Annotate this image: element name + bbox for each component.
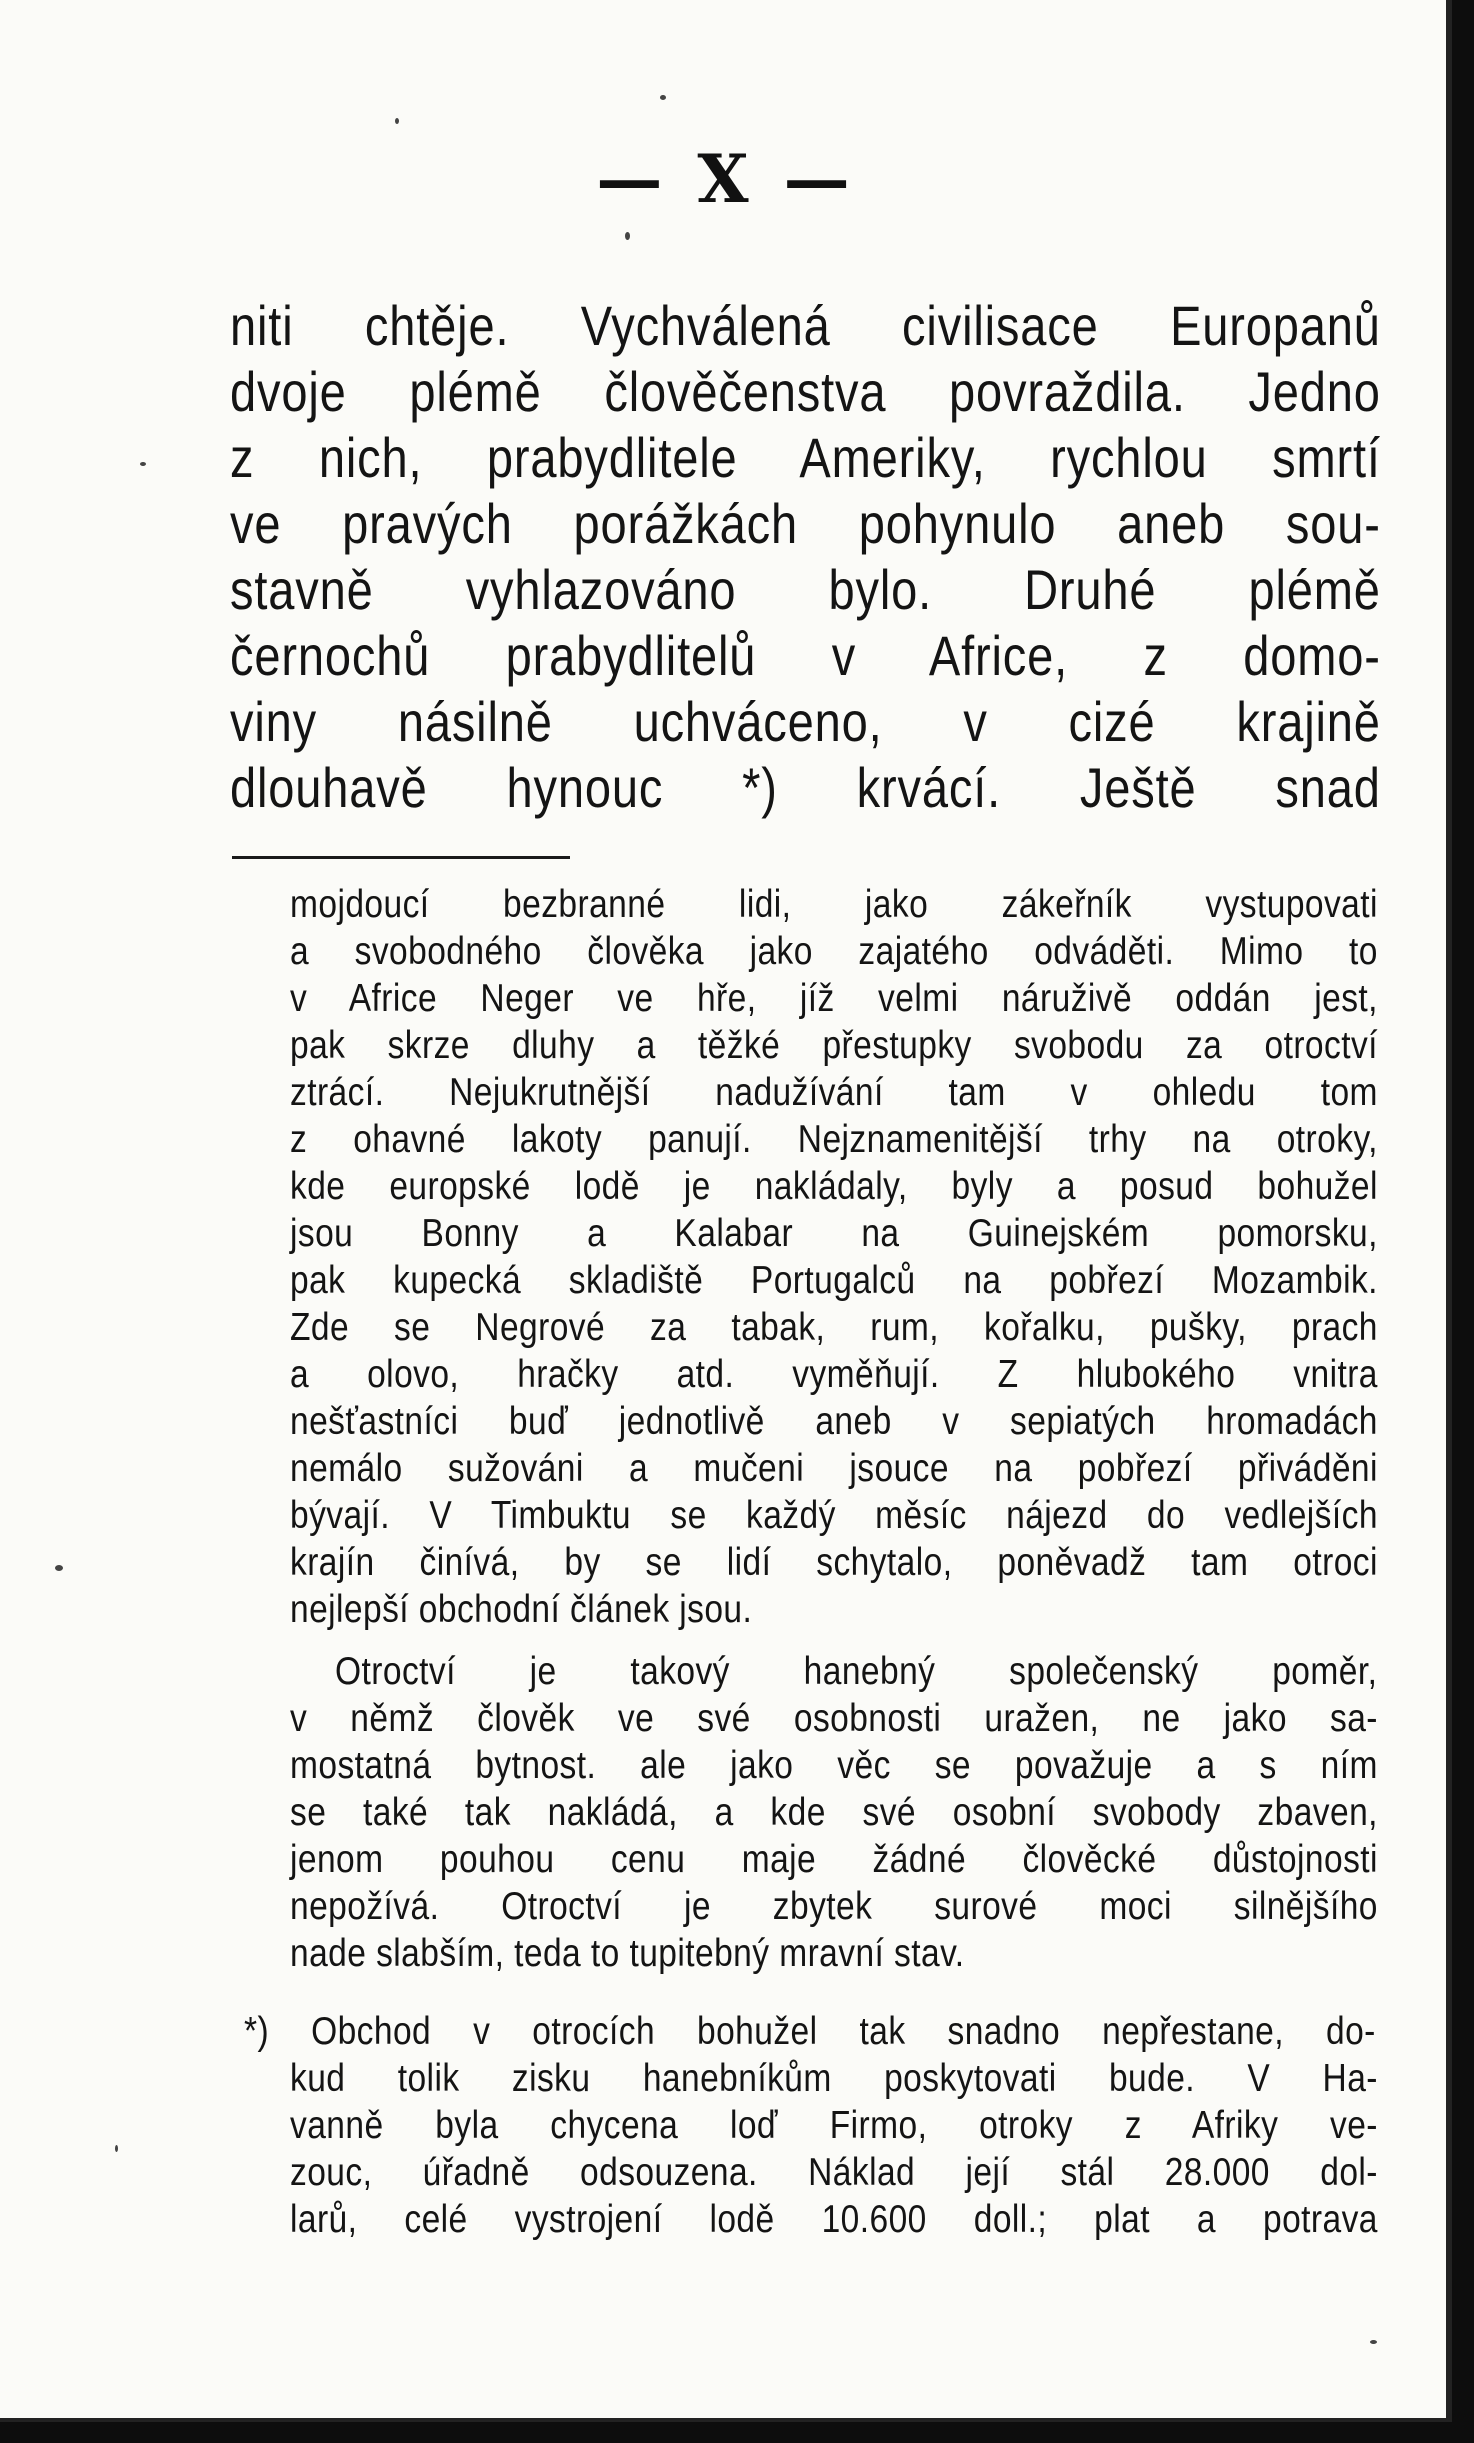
footnote-line: z ohavné lakoty panují. Nejznamenitější trhy na otroky, [290,1118,1378,1161]
footnote-line: bývají. V Timbuktu se každý měsíc nájezd do vedlejších [290,1494,1378,1537]
scan-speck [55,1565,63,1571]
footnote-line: a svobodného člověka jako zajatého odváděti. Mimo to [290,930,1378,973]
footnote-line: kud tolik zisku hanebníkům poskytovati bude. V Ha- [290,2057,1378,2100]
footnote-line: kde europské lodě je nakládaly, byly a posud bohužel [290,1165,1378,1208]
footnote-line: *) Obchod v otrocích bohužel tak snadno nepřestane, do- [244,2010,1376,2053]
footnote-line: krajín činívá, by se lidí schytalo, poněvadž tam otroci [290,1541,1378,1584]
main-text-line: niti chtěje. Vychválená civilisace Europanů [230,294,1381,357]
footnote-line: v němž člověk ve své osobnosti uražen, ne jako sa- [290,1697,1378,1740]
footnote-line: jenom pouhou cenu maje žádné člověcké důstojnosti [290,1838,1378,1881]
footnote-line: vanně byla chycena loď Firmo, otroky z Afriky ve- [290,2104,1378,2147]
footnote-line: nejlepší obchodní článek jsou. [290,1588,753,1631]
footnote-line: Otroctví je takový hanebný společenský poměr, [335,1650,1378,1693]
page-number: — X — [596,140,856,218]
main-text-line: z nich, prabydlitele Ameriky, rychlou smrtí [230,426,1381,489]
main-text-line: stavně vyhlazováno bylo. Druhé plémě [230,558,1381,621]
footnote-line: a olovo, hračky atd. vyměňují. Z hlubokého vnitra [290,1353,1378,1396]
scan-speck [140,462,146,466]
footnote-line: zouc, úřadně odsouzena. Náklad její stál 28.000 dol- [290,2151,1378,2194]
scan-speck [395,118,399,124]
main-text-line: dlouhavě hynouc *) krvácí. Ještě snad [230,756,1381,819]
footnote-line: nemálo sužováni a mučeni jsouce na pobřezí přiváděni [290,1447,1378,1490]
footnote-line: nepožívá. Otroctví je zbytek surové moci silnějšího [290,1885,1378,1928]
scan-speck [625,232,630,240]
footnote-line: Zde se Negrové za tabak, rum, kořalku, pušky, prach [290,1306,1378,1349]
main-text-line: černochů prabydlitelů v Africe, z domo- [230,624,1381,687]
footnote-line: pak kupecká skladiště Portugalců na pobřezí Mozambik. [290,1259,1378,1302]
footnote-rule [232,856,570,859]
footnote-line: pak skrze dluhy a těžké přestupky svobodu za otroctví [290,1024,1378,1067]
footnote-line: se také tak nakládá, a kde své osobní svobody zbaven, [290,1791,1378,1834]
footnote-line: mojdoucí bezbranné lidi, jako zákeřník vystupovati [290,883,1378,926]
footnote-line: mostatná bytnost. ale jako věc se považuje a s ním [290,1744,1378,1787]
footnote-line: ztrácí. Nejukrutnější nadužívání tam v ohledu tom [290,1071,1378,1114]
main-text-line: viny násilně uchváceno, v cizé krajině [230,690,1381,753]
scan-speck [660,95,666,100]
main-text-line: dvoje plémě člověčenstva povraždila. Jedno [230,360,1381,423]
scan-speck [1370,2340,1377,2344]
scan-speck [115,2145,118,2152]
main-text-line: ve pravých porážkách pohynulo aneb sou- [230,492,1381,555]
footnote-line: jsou Bonny a Kalabar na Guinejském pomorsku, [290,1212,1378,1255]
footnote-line: nade slabším, teda to tupitebný mravní stav. [290,1932,965,1975]
footnote-line: larů, celé vystrojení lodě 10.600 doll.; plat a potrava [290,2198,1378,2241]
footnote-line: v Africe Neger ve hře, jíž velmi náruživě oddán jest, [290,977,1378,1020]
footnote-line: nešťastníci buď jednotlivě aneb v sepiatých hromadách [290,1400,1378,1443]
